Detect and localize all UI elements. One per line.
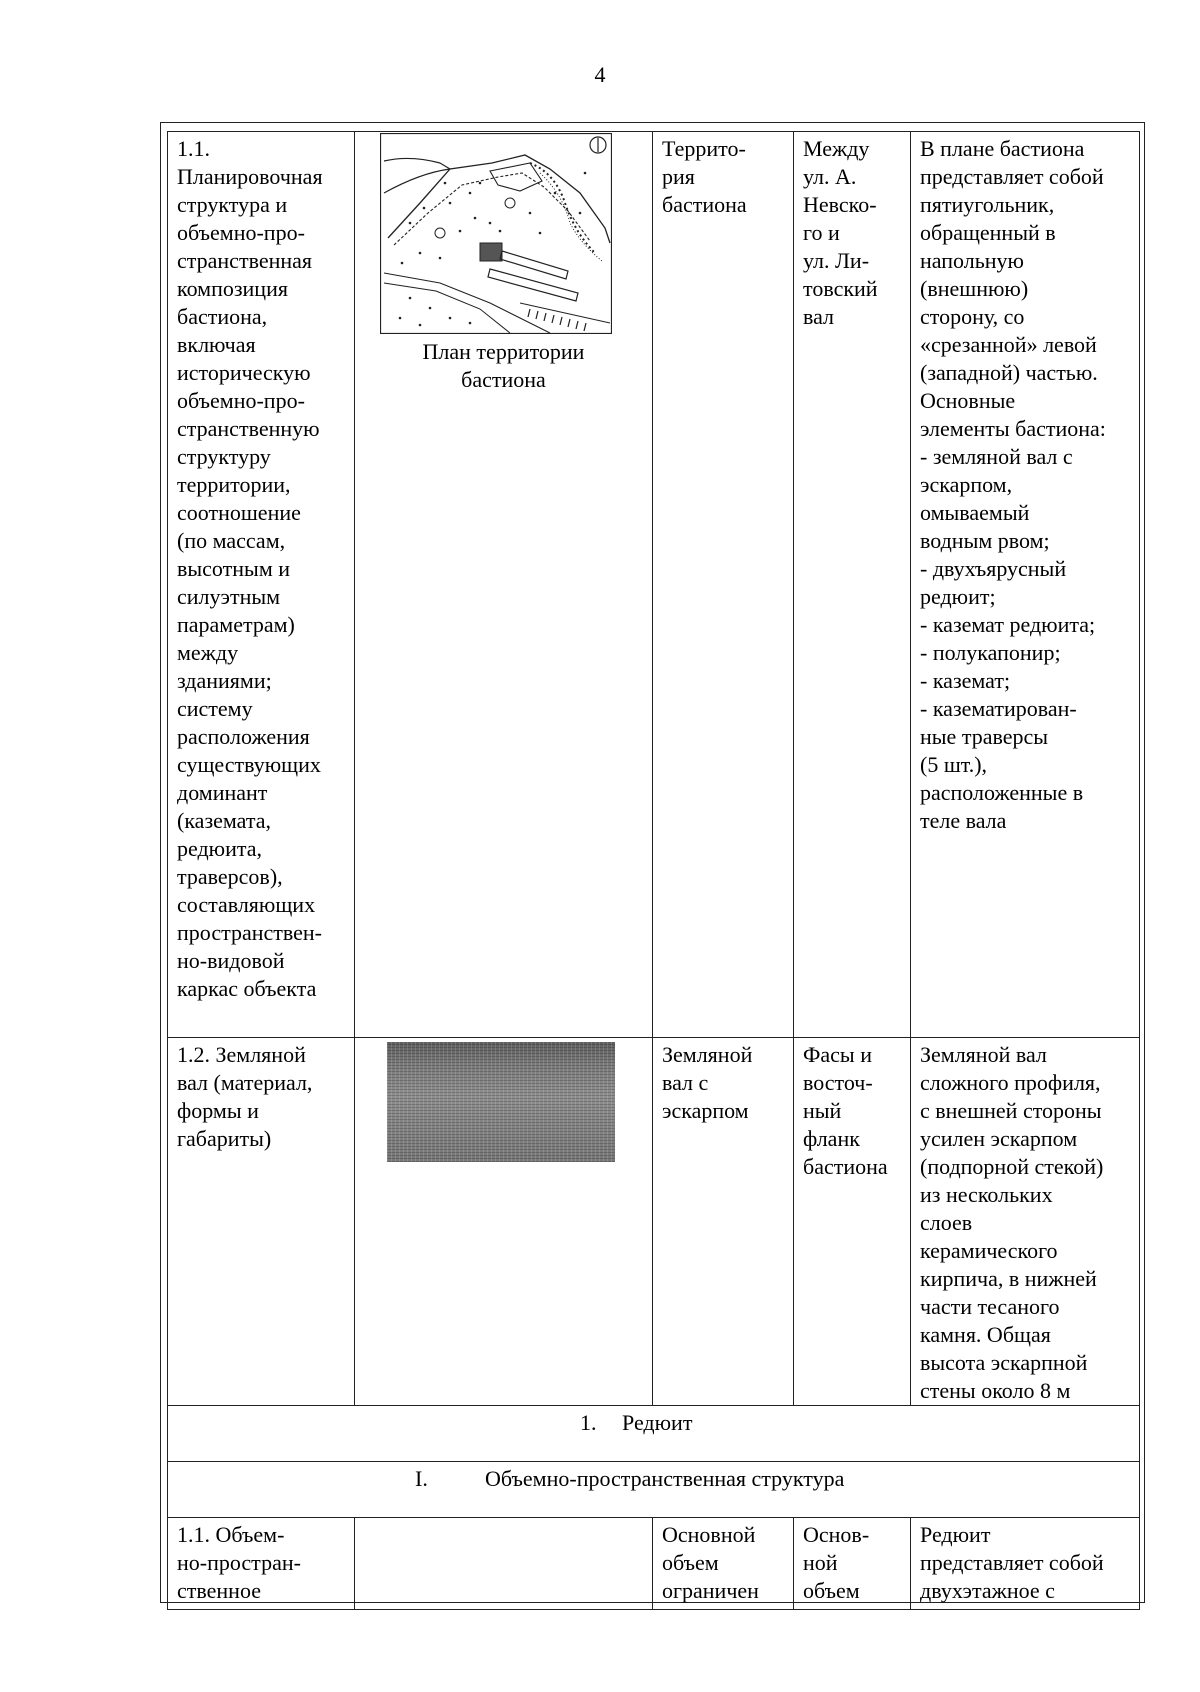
- text-line: - двухъярусный: [920, 556, 1067, 581]
- row2-description: [920, 1041, 1130, 1405]
- text-line: - полукапонир;: [920, 640, 1061, 665]
- text-line: 1.1. Объем-: [177, 1522, 285, 1547]
- text-line: (по массам,: [177, 528, 286, 553]
- text-line: бастиона: [461, 367, 546, 392]
- text-line: «срезанной» левой: [920, 332, 1097, 357]
- text-line: ственное: [177, 1578, 261, 1603]
- table-row: [168, 1038, 1140, 1406]
- text-line: траверсов),: [177, 864, 283, 889]
- row1-image-cell: [355, 132, 653, 1038]
- section-heading-row: [168, 1462, 1140, 1518]
- text-line: ул. Ли-: [803, 248, 870, 273]
- text-line: восточ-: [803, 1070, 873, 1095]
- text-line: усилен эскарпом: [920, 1126, 1078, 1151]
- text-line: странственная: [177, 248, 313, 273]
- text-line: формы и: [177, 1098, 259, 1123]
- text-line: (западной) частью.: [920, 360, 1098, 385]
- text-line: товский: [803, 276, 878, 301]
- row3-description-cell: [911, 1518, 1140, 1610]
- text-line: Невско-: [803, 192, 877, 217]
- text-line: объем: [662, 1550, 719, 1575]
- text-line: Террито-: [662, 136, 746, 161]
- text-line: историческую: [177, 360, 311, 385]
- text-line: представляет собой: [920, 164, 1104, 189]
- text-line: редюита,: [177, 836, 263, 861]
- text-line: из нескольких: [920, 1182, 1053, 1207]
- text-line: высотным и: [177, 556, 291, 581]
- text-line: стены около 8 м: [920, 1378, 1071, 1403]
- row1-location: [803, 135, 901, 331]
- row1-object: [662, 135, 784, 219]
- text-line: между: [177, 640, 239, 665]
- text-line: части тесаного: [920, 1294, 1060, 1319]
- text-line: элементы бастиона:: [920, 416, 1106, 441]
- text-line: силуэтным: [177, 584, 281, 609]
- text-line: с внешней стороны: [920, 1098, 1102, 1123]
- row3-object: [662, 1521, 784, 1605]
- text-line: пятиугольник,: [920, 192, 1055, 217]
- text-line: 1.1.: [177, 136, 210, 161]
- text-line: Фасы и: [803, 1042, 872, 1067]
- text-line: (5 шт.),: [920, 752, 988, 777]
- text-line: кирпича, в нижней: [920, 1266, 1097, 1291]
- text-line: высота эскарпной: [920, 1350, 1088, 1375]
- text-line: объемно-про-: [177, 220, 305, 245]
- text-line: Планировочная: [177, 164, 323, 189]
- text-line: но-простран-: [177, 1550, 301, 1575]
- text-line: ной: [803, 1550, 838, 1575]
- text-line: расположения: [177, 724, 310, 749]
- text-line: зданиями;: [177, 668, 272, 693]
- row2-object: [662, 1041, 784, 1125]
- row1-description: [920, 135, 1130, 835]
- text-line: соотношение: [177, 500, 301, 525]
- text-line: существующих: [177, 752, 321, 777]
- row3-title-cell: [168, 1518, 355, 1610]
- text-line: - каземат редюита;: [920, 612, 1096, 637]
- row2-image-cell: [355, 1038, 653, 1406]
- text-line: пространствен-: [177, 920, 323, 945]
- section-title: Объемно-пространственная структура: [485, 1466, 845, 1491]
- text-line: (внешнюю): [920, 276, 1029, 301]
- text-line: Земляной вал: [920, 1042, 1047, 1067]
- text-line: теле вала: [920, 808, 1007, 833]
- row1-object-cell: [653, 132, 794, 1038]
- table-row: [168, 132, 1140, 1038]
- content-table: [167, 131, 1140, 1610]
- row3-title: [177, 1521, 345, 1605]
- text-line: каркас объекта: [177, 976, 317, 1001]
- text-line: ный: [803, 1098, 842, 1123]
- row2-object-cell: [653, 1038, 794, 1406]
- earthen-rampart-photo: [387, 1042, 615, 1162]
- text-line: вал: [803, 304, 835, 329]
- text-line: ные траверсы: [920, 724, 1049, 749]
- text-line: эскарпом,: [920, 472, 1013, 497]
- row1-description-cell: [911, 132, 1140, 1038]
- text-line: эскарпом: [662, 1098, 749, 1123]
- text-line: Основные: [920, 388, 1016, 413]
- text-line: композиция: [177, 276, 288, 301]
- text-line: обращенный в: [920, 220, 1056, 245]
- text-line: (подпорной стекой): [920, 1154, 1104, 1179]
- text-line: - земляной вал с: [920, 444, 1073, 469]
- text-line: объемно-про-: [177, 388, 305, 413]
- text-line: омываемый: [920, 500, 1030, 525]
- text-line: объем: [803, 1578, 860, 1603]
- text-line: Основной: [662, 1522, 756, 1547]
- text-line: структура и: [177, 192, 288, 217]
- text-line: Между: [803, 136, 870, 161]
- row3-object-cell: [653, 1518, 794, 1610]
- text-line: ограничен: [662, 1578, 759, 1603]
- bastion-plan-image: [380, 133, 612, 334]
- text-line: структуру: [177, 444, 271, 469]
- text-line: напольную: [920, 248, 1024, 273]
- row2-title-cell: [168, 1038, 355, 1406]
- text-line: доминант: [177, 780, 268, 805]
- text-line: План территории: [422, 339, 585, 364]
- text-line: редюит;: [920, 584, 996, 609]
- text-line: габариты): [177, 1126, 272, 1151]
- text-line: расположенные в: [920, 780, 1084, 805]
- text-line: сложного профиля,: [920, 1070, 1101, 1095]
- row3-location-cell: [794, 1518, 911, 1610]
- text-line: слоев: [920, 1210, 973, 1235]
- text-line: включая: [177, 332, 256, 357]
- row3-location: [803, 1521, 901, 1605]
- row1-title: [177, 135, 345, 1003]
- section-heading-row: [168, 1406, 1140, 1462]
- text-line: сторону, со: [920, 304, 1025, 329]
- text-line: ул. А.: [803, 164, 857, 189]
- text-line: Земляной: [662, 1042, 753, 1067]
- text-line: вал с: [662, 1070, 709, 1095]
- text-line: странственную: [177, 416, 320, 441]
- row2-title: [177, 1041, 345, 1153]
- text-line: В плане бастиона: [920, 136, 1085, 161]
- row1-location-cell: [794, 132, 911, 1038]
- section-number: I.: [415, 1466, 428, 1491]
- text-line: рия: [662, 164, 695, 189]
- text-line: керамического: [920, 1238, 1058, 1263]
- text-line: бастиона,: [177, 304, 268, 329]
- table-row: [168, 1518, 1140, 1610]
- section-title: Редюит: [622, 1410, 693, 1435]
- text-line: 1.2. Земляной: [177, 1042, 306, 1067]
- text-line: бастиона: [803, 1154, 888, 1179]
- text-line: параметрам): [177, 612, 295, 637]
- text-line: (каземата,: [177, 808, 272, 833]
- text-line: систему: [177, 696, 253, 721]
- text-line: вал (материал,: [177, 1070, 313, 1095]
- text-line: - казематирован-: [920, 696, 1077, 721]
- row3-image-cell: [355, 1518, 653, 1610]
- text-line: водным рвом;: [920, 528, 1050, 553]
- page-number: 4: [594, 62, 606, 87]
- text-line: Основ-: [803, 1522, 870, 1547]
- text-line: Редюит: [920, 1522, 991, 1547]
- text-line: территории,: [177, 472, 291, 497]
- text-line: го и: [803, 220, 840, 245]
- row2-description-cell: [911, 1038, 1140, 1406]
- text-line: бастиона: [662, 192, 747, 217]
- row3-description: [920, 1521, 1130, 1605]
- row2-location-cell: [794, 1038, 911, 1406]
- text-line: но-видовой: [177, 948, 285, 973]
- text-line: фланк: [803, 1126, 860, 1151]
- text-line: - каземат;: [920, 668, 1011, 693]
- text-line: камня. Общая: [920, 1322, 1051, 1347]
- row1-title-cell: [168, 132, 355, 1038]
- row2-location: [803, 1041, 901, 1181]
- text-line: двухэтажное с: [920, 1578, 1055, 1603]
- text-line: представляет собой: [920, 1550, 1104, 1575]
- text-line: составляющих: [177, 892, 316, 917]
- plan-caption: [359, 338, 648, 394]
- section-number: 1.: [580, 1410, 597, 1435]
